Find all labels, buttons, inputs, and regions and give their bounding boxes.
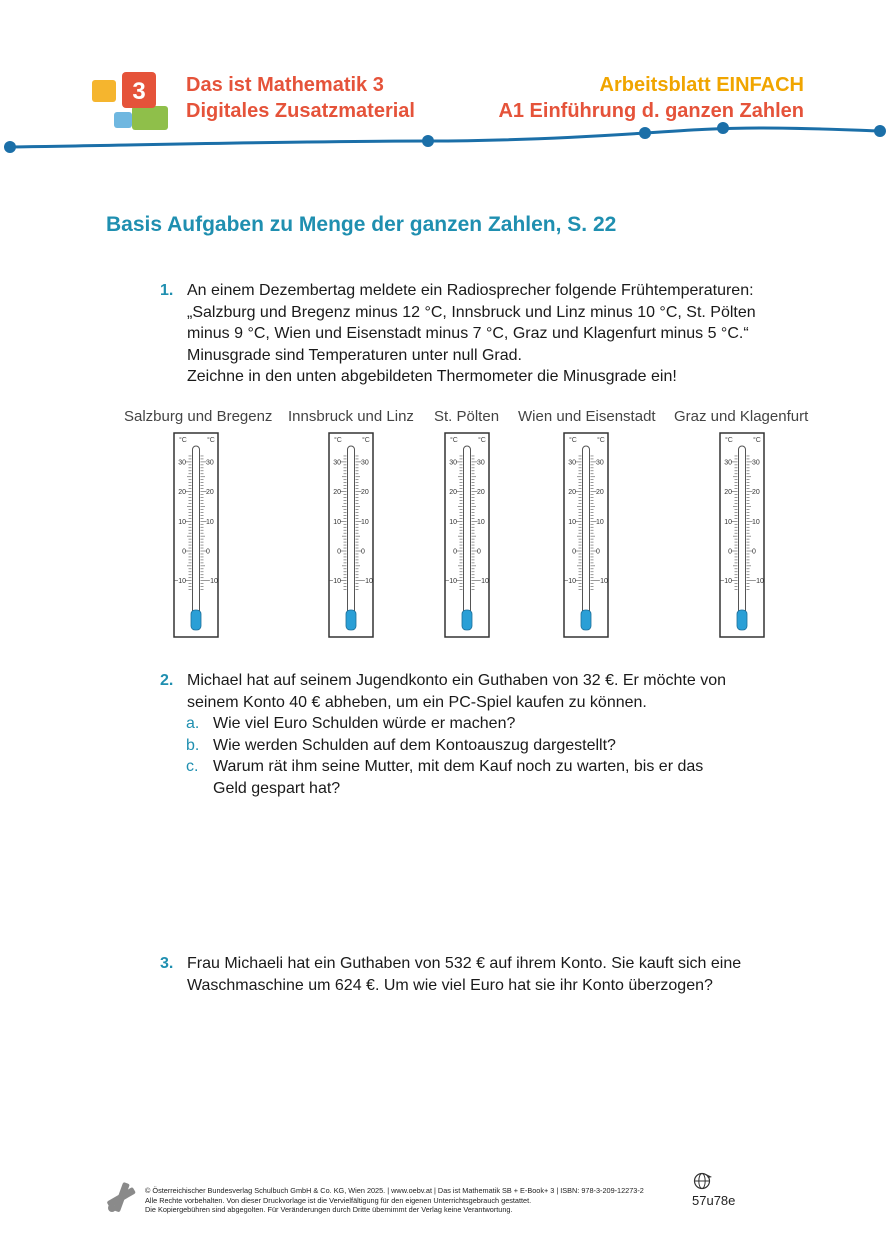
scale-label: 30 [568, 459, 576, 467]
scale-label: 0 [572, 548, 576, 556]
scale-label: −10 [445, 578, 457, 586]
scale-label: −10 [206, 578, 218, 586]
subtask-text: Wie viel Euro Schulden würde er machen? [213, 715, 516, 732]
scale-label: 10 [178, 518, 186, 526]
unit-label: °C [478, 437, 486, 444]
thermometer-bulb [462, 610, 472, 630]
thermometer [563, 432, 609, 638]
page-title: Basis Aufgaben zu Menge der ganzen Zahlen, S. 22 [106, 213, 617, 236]
line-dot [639, 127, 651, 139]
globe-link-icon[interactable] [693, 1171, 713, 1191]
header-line [0, 118, 890, 158]
footer-line: © Österreichischer Bundesverlag Schulbuch GmbH & Co. KG, Wien 2025. | www.oebv.at | Das ist Mathematik SB + E-Book+ 3 | ISBN: 978-3-209-12273-2 [145, 1186, 644, 1195]
scale-label: 0 [453, 548, 457, 556]
task-text-line: „Salzburg und Bregenz minus 12 °C, Innsbruck und Linz minus 10 °C, St. Pölten [187, 303, 756, 321]
scale-label: 0 [752, 548, 756, 556]
thermometer-tube [348, 446, 355, 614]
scale-label: 30 [596, 459, 604, 467]
thermometer-label: Salzburg und Bregenz [124, 408, 273, 425]
task-3 [160, 953, 800, 996]
line-dot [422, 135, 434, 147]
unit-label: °C [569, 437, 577, 444]
scale-label: 30 [206, 459, 214, 467]
scale-label: 10 [724, 518, 732, 526]
publisher-logo-icon [104, 1180, 138, 1214]
subtask-a [160, 713, 800, 735]
scale-label: 20 [477, 489, 485, 497]
scale-label: 0 [361, 548, 365, 556]
line-dot [874, 125, 886, 137]
scale-label: 30 [178, 459, 186, 467]
footer-line: Alle Rechte vorbehalten. Von dieser Druckvorlage ist die Vervielfältigung für den eigenen Unterrichtsgebrauch gestattet. [145, 1195, 532, 1205]
thermometer-tube [464, 446, 471, 614]
task-text-line: Frau Michaeli hat ein Guthaben von 532 € auf ihrem Konto. Sie kauft sich eine [187, 955, 742, 972]
worksheet-topic: A1 Einführung d. ganzen Zahlen [498, 100, 804, 122]
scale-label: 20 [724, 489, 732, 497]
unit-label: °C [179, 437, 187, 444]
scale-label: 10 [206, 518, 214, 526]
unit-label: °C [725, 437, 733, 444]
scale-label: −10 [174, 578, 186, 586]
header-right [498, 72, 804, 124]
task-number: 2. [160, 672, 174, 689]
unit-label: °C [362, 437, 370, 444]
scale-label: 30 [333, 459, 341, 467]
scale-label: 30 [477, 459, 485, 467]
subtask-text: Warum rät ihm seine Mutter, mit dem Kauf noch zu warten, bis er das Geld gespart hat? [213, 758, 704, 797]
scale-label: −10 [564, 578, 576, 586]
scale-label: −10 [752, 578, 764, 586]
scale-label: 10 [361, 518, 369, 526]
unit-label: °C [207, 437, 215, 444]
scale-label: 10 [477, 518, 485, 526]
thermometer-bulb [737, 610, 747, 630]
scale-label: 0 [337, 548, 341, 556]
subtask-letter: b. [186, 736, 200, 754]
task-text-line: Minusgrade sind Temperaturen unter null Grad. [187, 346, 522, 364]
thermometer-bulb [191, 610, 201, 630]
scale-label: 20 [449, 489, 457, 497]
task-text-line: Michael hat auf seinem Jugendkonto ein Guthaben von 32 €. Er möchte von [187, 672, 727, 689]
unit-label: °C [597, 437, 605, 444]
scale-label: −10 [720, 578, 732, 586]
task-text-line: Zeichne in den unten abgebildeten Thermometer die Minusgrade ein! [187, 368, 677, 385]
scale-label: −10 [477, 578, 489, 586]
thermometer [719, 432, 765, 638]
subtask-letter: c. [186, 758, 199, 775]
line-dot [4, 141, 16, 153]
scale-label: 10 [752, 518, 760, 526]
thermometer-bulb [581, 610, 591, 630]
scale-label: 20 [361, 489, 369, 497]
task-number: 1. [160, 282, 174, 299]
scale-label: 0 [206, 548, 210, 556]
scale-label: 10 [333, 518, 341, 526]
logo-cube-yellow [92, 80, 116, 102]
scale-label: 20 [752, 489, 760, 497]
task-text-line: Waschmaschine um 624 €. Um wie viel Euro hat sie ihr Konto überzogen? [187, 976, 713, 994]
scale-label: 20 [206, 489, 214, 497]
thermometer-label: Wien und Eisenstadt [518, 408, 656, 425]
scale-label: −10 [329, 578, 341, 586]
footer-line: Die Kopiergebühren sind abgegolten. Für Veränderungen durch Dritte übernimmt der Verlag keine Verantwortung. [145, 1205, 513, 1215]
task-1 [160, 280, 800, 388]
unit-label: °C [753, 437, 761, 444]
unit-label: °C [334, 437, 342, 444]
subtask-letter: a. [186, 715, 200, 732]
scale-label: −10 [361, 578, 373, 586]
subtask-text: Wie werden Schulden auf dem Kontoauszug dargestellt? [213, 736, 616, 754]
subtask-b [160, 735, 800, 757]
task-text-line: seinem Konto 40 € abheben, um ein PC-Spiel kaufen zu können. [187, 693, 647, 711]
scale-label: 0 [596, 548, 600, 556]
scale-label: 0 [182, 548, 186, 556]
line-dot [717, 122, 729, 134]
thermometer [328, 432, 374, 638]
online-code[interactable]: 57u78e [692, 1193, 736, 1208]
thermometer [444, 432, 490, 638]
thermometer-tube [739, 446, 746, 614]
scale-label: 10 [596, 518, 604, 526]
thermometer-tube [193, 446, 200, 614]
scale-label: 30 [449, 459, 457, 467]
task-text-line: minus 9 °C, Wien und Eisenstadt minus 7 °C, Graz und Klagenfurt minus 5 °C.“ [187, 325, 749, 342]
scale-label: 0 [477, 548, 481, 556]
scale-label: 30 [752, 459, 760, 467]
task-number: 3. [160, 955, 174, 972]
footer-copyright [145, 1186, 685, 1215]
thermometer-label: Innsbruck und Linz [288, 408, 414, 425]
scale-label: 0 [728, 548, 732, 556]
header-left [186, 72, 415, 124]
scale-label: 10 [449, 518, 457, 526]
thermometer-tube [583, 446, 590, 614]
scale-label: 30 [724, 459, 732, 467]
thermometer-bulb [346, 610, 356, 630]
worksheet-level: Arbeitsblatt EINFACH [599, 74, 804, 96]
subtask-c [160, 756, 733, 799]
scale-label: 20 [568, 489, 576, 497]
logo-number: 3 [132, 78, 146, 105]
scale-label: −10 [596, 578, 608, 586]
task-text-line: An einem Dezembertag meldete ein Radiosprecher folgende Frühtemperaturen: [187, 282, 754, 299]
scale-label: 10 [568, 518, 576, 526]
scale-label: 20 [178, 489, 186, 497]
thermometer-label: Graz und Klagenfurt [674, 408, 809, 425]
thermometer-label: St. Pölten [434, 408, 500, 425]
scale-label: 30 [361, 459, 369, 467]
unit-label: °C [450, 437, 458, 444]
thermometer [173, 432, 219, 638]
scale-label: 20 [333, 489, 341, 497]
header-series-title: Das ist Mathematik 3 [186, 74, 384, 96]
scale-label: 20 [596, 489, 604, 497]
header-series-subtitle: Digitales Zusatzmaterial [186, 100, 415, 122]
task-2 [160, 670, 800, 799]
